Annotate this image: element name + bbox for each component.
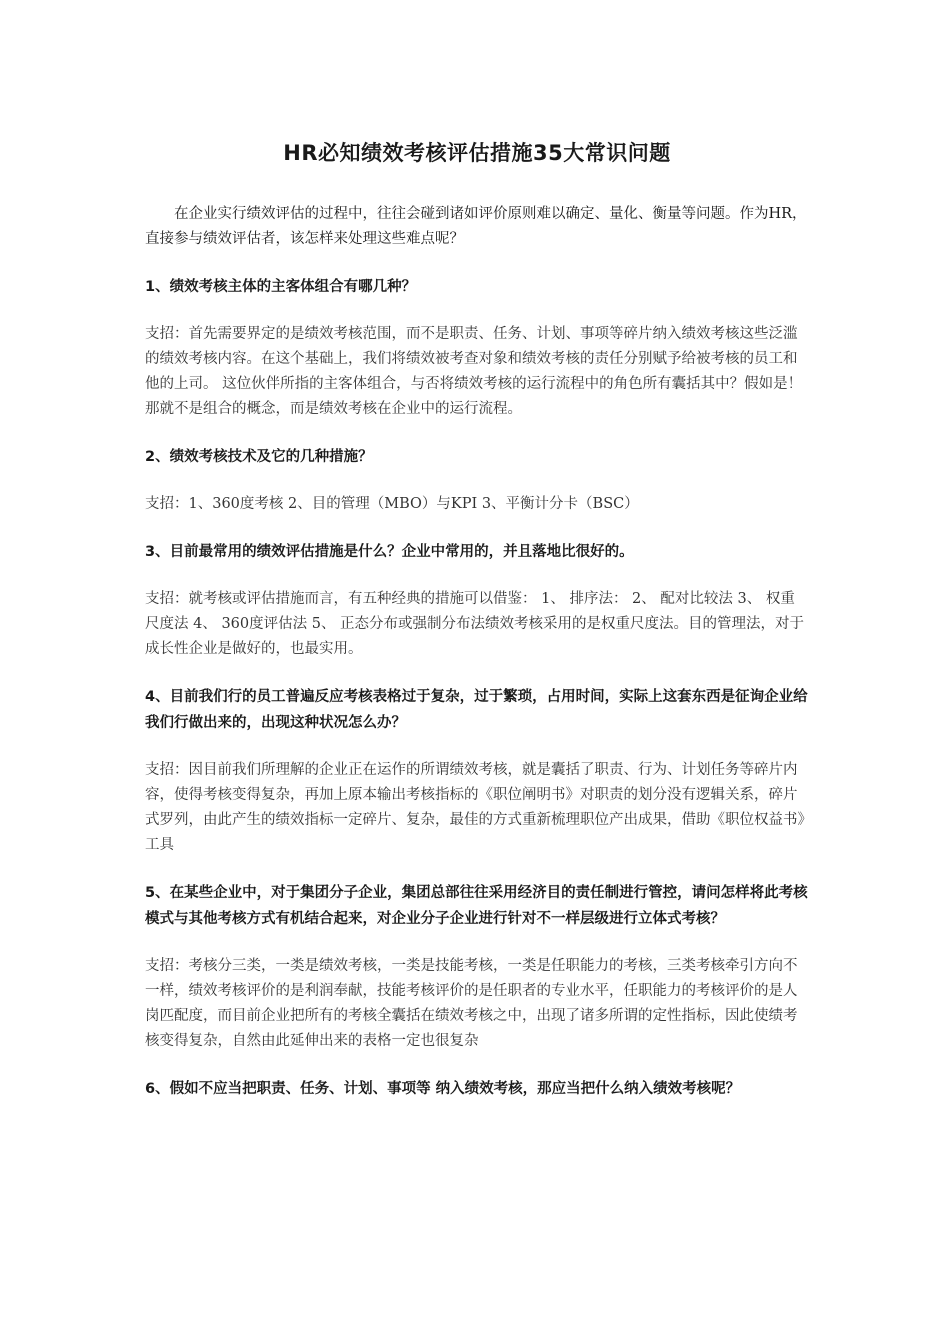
intro-paragraph: 在企业实行绩效评估的过程中，往往会碰到诸如评价原则难以确定、量化、衡量等问题。作为HR，直接参与绩效评估者，该怎样来处理这些难点呢？ bbox=[145, 206, 807, 247]
document-title: HR必知绩效考核评估措施35大常识问题 bbox=[283, 141, 671, 165]
question-2: 2、绩效考核技术及它的几种措施？ bbox=[145, 449, 373, 465]
document-page bbox=[145, 128, 809, 1124]
answer-5: 支招：考核分三类，一类是绩效考核，一类是技能考核，一类是任职能力的考核，三类考核牵引方向不一样，绩效考核评价的是利润奉献，技能考核评价的是任职者的专业水平，任职能力的考核评价的是人岗匹配度，而目前企业把所有的考核全囊括在绩效考核之中，出现了诸多所谓的定性指标，因此使绩考核变得复杂，自然由此延伸出来的表格一定也很复杂 bbox=[145, 958, 798, 1049]
answer-2: 支招：1、360度考核 2、目的管理（MBO）与KPI 3、平衡计分卡（BSC） bbox=[145, 496, 639, 512]
question-1: 1、绩效考核主体的主客体组合有哪几种？ bbox=[145, 279, 417, 295]
answer-4: 支招：因目前我们所理解的企业正在运作的所谓绩效考核，就是囊括了职责、行为、计划任务等碎片内容，使得考核变得复杂，再加上原本输出考核指标的《职位阐明书》对职责的划分没有逻辑关系，碎片式罗列，由此产生的绩效指标一定碎片、复杂，最佳的方式重新梳理职位产出成果，借助《职位权益书》工具 bbox=[145, 762, 805, 853]
answer-1: 支招：首先需要界定的是绩效考核范围，而不是职责、任务、计划、事项等碎片纳入绩效考核这些泛滥的绩效考核内容。在这个基础上，我们将绩效被考查对象和绩效考核的责任分别赋予给被考核的员工和他的上司。 这位伙伴所指的主客体组合，与否将绩效考核的运行流程中的角色所有囊括其中？假如是！那就不是组合的概念，而是绩效考核在企业中的运行流程。 bbox=[145, 326, 803, 417]
question-5: 5、在某些企业中，对于集团分子企业，集团总部往往采用经济目的责任制进行管控，请问怎样将此考核模式与其他考核方式有机结合起来，对企业分子企业进行针对不一样层级进行立体式考核？ bbox=[145, 885, 808, 927]
question-4: 4、目前我们行的员工普遍反应考核表格过于复杂，过于繁琐，占用时间，实际上这套东西是征询企业给我们行做出来的，出现这种状况怎么办？ bbox=[145, 689, 808, 731]
question-3: 3、目前最常用的绩效评估措施是什么？企业中常用的，并且落地比很好的。 bbox=[145, 544, 634, 560]
answer-3: 支招：就考核或评估措施而言，有五种经典的措施可以借鉴： 1、 排序法： 2、 配对比较法 3、 权重尺度法 4、 360度评估法 5、 正态分布或强制分布法绩效考核采用的是权重尺度法。目的管理法，对于成长性企业是做好的，也最实用。 bbox=[145, 591, 805, 657]
question-6: 6、假如不应当把职责、任务、计划、事项等 纳入绩效考核，那应当把什么纳入绩效考核呢？ bbox=[145, 1081, 741, 1097]
